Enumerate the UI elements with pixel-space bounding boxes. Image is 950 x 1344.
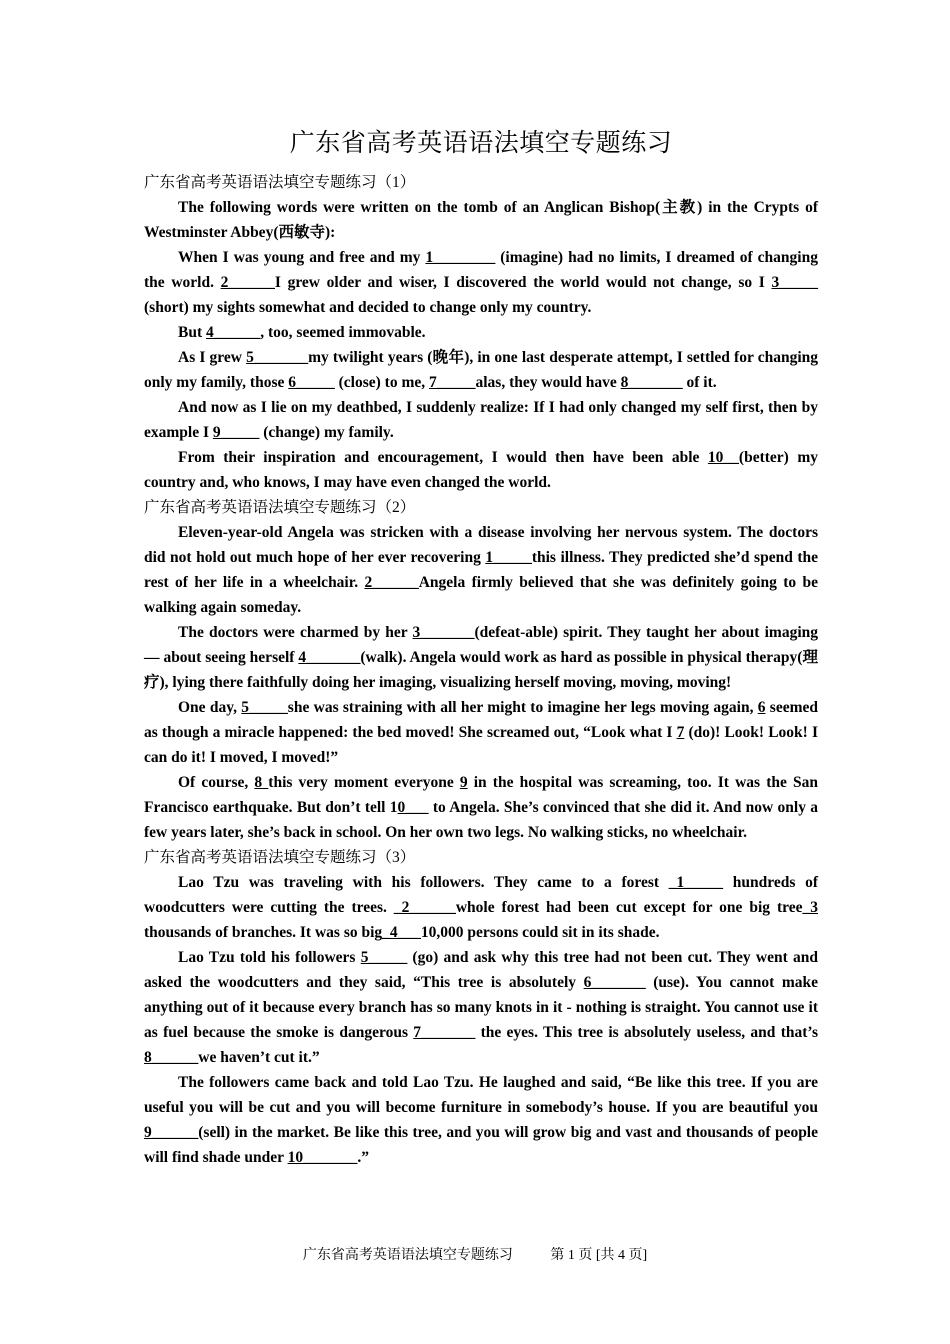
answer-blank: 8______ [144,1049,199,1066]
section-3 [144,845,818,1170]
answer-blank: 7_______ [413,1024,476,1041]
answer-blank: 4______ [206,324,261,341]
answer-blank: _4___ [382,924,421,941]
answer-blank: _1_____ [668,874,724,891]
answer-blank: 10_______ [287,1149,358,1166]
answer-blank: 10__ [707,449,739,466]
section-heading: 广东省高考英语语法填空专题练习（2） [144,499,416,516]
page-title: 广东省高考英语语法填空专题练习 [289,130,673,157]
answer-blank: 3_______ [412,624,475,641]
footer-doc-name: 广东省高考英语语法填空专题练习 [302,1248,513,1263]
paragraph: From their inspiration and encouragement, I would then have been able 10__(better) my country and, who knows, I may have even changed the world. [144,449,818,491]
paragraph: As I grew 5_______my twilight years (晚年), in one last desperate attempt, I settled for changing only my family, those 6_____ (close) to me, 7_____alas, they would have 8_______ of it. [144,349,818,391]
paragraph: But 4______, too, seemed immovable. [178,324,426,341]
answer-blank: 2______ [364,574,419,591]
paragraph: The following words were written on the tomb of an Anglican Bishop(主教) in the Crypts of Westminster Abbey(西敏寺): [144,199,818,241]
answer-blank: 7 [676,724,685,741]
answer-blank: 0___ [397,799,429,816]
paragraph: Lao Tzu told his followers 5_____ (go) and ask why this tree had not been cut. They went and asked the woodcutters and they said, “This tree is absolutely 6_______ (use). You cannot make anything out of it because every branch has so many knots in it - nothing is straight. You cannot use it as fuel because the smoke is dangerous 7_______ the eyes. This tree is absolutely useless, and that’s 8______we haven’t cut it.” [144,949,819,1066]
paragraph: When I was young and free and my 1________ (imagine) had no limits, I dreamed of changing the world. 2______I grew older and wiser, I discovered the world would not change, so I 3_____ (short) my sights somewhat and decided to change only my country. [144,249,818,316]
answer-blank: 5_____ [360,949,408,966]
answer-blank: 1________ [425,249,496,266]
answer-blank: 6_______ [583,974,646,991]
answer-blank: 2______ [220,274,275,291]
answer-blank: _3 [802,899,818,916]
answer-blank: 6_____ [288,374,335,391]
footer-page-number: 第 1 页 [共 4 页] [550,1248,648,1263]
paragraph: Lao Tzu was traveling with his followers. They came to a forest _1_____ hundreds of woodcutters were cutting the trees. _2______whole forest had been cut except for one big tree_3 thousands of branches. It was so big_4___10,000 persons could sit in its shade. [144,874,818,941]
answer-blank: 4_______ [298,649,361,666]
page-footer [0,1247,950,1265]
answer-blank: 7_____ [429,374,476,391]
paragraph: Of course, 8 this very moment everyone 9 in the hospital was screaming, too. It was the San Francisco earthquake. But don’t tell 10___ to Angela. She’s convinced that she did it. And now only a few years later, she’s back in school. On her own two legs. No walking sticks, no wheelchair. [144,774,818,841]
answer-blank: 1_____ [485,549,532,566]
answer-blank: 3_____ [771,274,818,291]
answer-blank: 5_____ [241,699,288,716]
answer-blank: 8 [254,774,269,791]
paragraph: One day, 5_____she was straining with all her might to imagine her legs moving again, 6 seemed as though a miracle happened: the bed moved! She screamed out, “Look what I 7 (do)! Look! Look! I can do it! I moved, I moved!” [144,699,819,766]
document-page [144,126,818,1170]
paragraph: And now as I lie on my deathbed, I suddenly realize: If I had only changed my self first, then by example I 9_____ (change) my family. [144,399,818,441]
answer-blank: _2______ [393,899,456,916]
section-1 [144,170,818,495]
answer-blank: 6 [757,699,766,716]
answer-blank: 9_____ [212,424,260,441]
answer-blank: 9______ [144,1124,199,1141]
paragraph: Eleven-year-old Angela was stricken with a disease involving her nervous system. The doctors did not hold out much hope of her ever recovering 1_____this illness. They predicted she’d spend the rest of her life in a wheelchair. 2______Angela firmly believed that she was definitely going to be walking again someday. [144,524,818,616]
section-2 [144,495,818,845]
section-heading: 广东省高考英语语法填空专题练习（3） [144,849,416,866]
answer-blank: 5_______ [246,349,309,366]
paragraph: The doctors were charmed by her 3_______(defeat-able) spirit. They taught her about imaging — about seeing herself 4_______(walk). Angela would work as hard as possible in physical therapy(理疗), lying there faithfully doing her imaging, visualizing herself moving, moving, moving! [144,624,818,691]
answer-blank: 9 [459,774,468,791]
answer-blank: 8_______ [620,374,683,391]
paragraph: The followers came back and told Lao Tzu. He laughed and said, “Be like this tree. If you are useful you will be cut and you will become furniture in somebody’s house. If you are beautiful you 9______(sell) in the market. Be like this tree, and you will grow big and vast and thousands of people will find shade under 10_______.” [144,1074,818,1166]
section-heading: 广东省高考英语语法填空专题练习（1） [144,174,416,191]
